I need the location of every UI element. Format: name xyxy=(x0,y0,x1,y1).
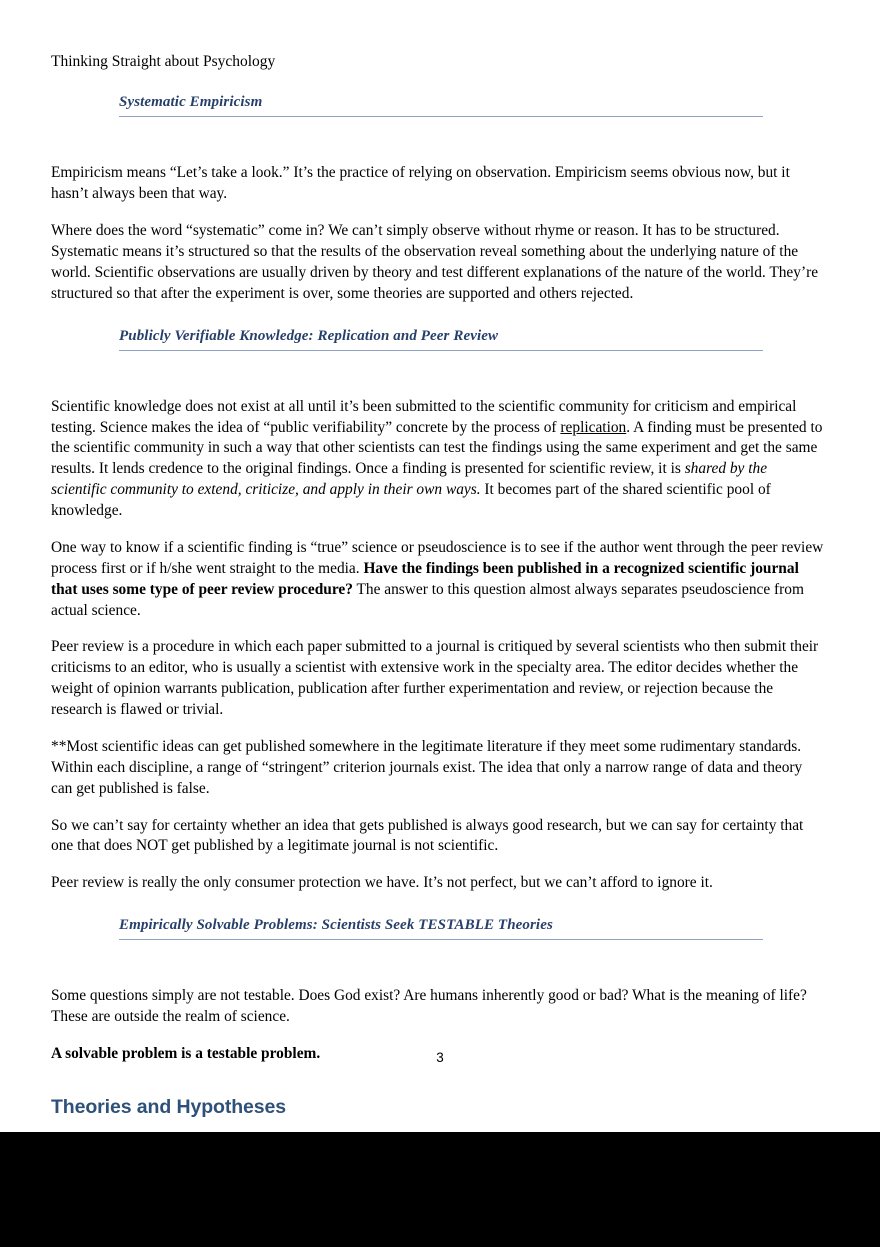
bold-statement-solvable-problem: A solvable problem is a testable problem. xyxy=(51,1044,321,1062)
spacer xyxy=(51,800,826,816)
paragraph-empiricism-means: Empiricism means “Let’s take a look.” It’s the practice of relying on observation. Empiricism seems obvious now, but it hasn’t always been that way. xyxy=(51,164,790,203)
heading-empirically-solvable-problems-text: Empirically Solvable Problems: Scientists Seek TESTABLE Theories xyxy=(119,917,553,934)
spacer xyxy=(51,205,826,221)
paragraph-some-questions-not-testable: Some questions simply are not testable. Does God exist? Are humans inherently good or bad? What is the meaning of life? These are outside the realm of science. xyxy=(51,987,807,1025)
running-head: Thinking Straight about Psychology xyxy=(51,53,276,70)
spacer xyxy=(51,1065,826,1095)
text-run: . A finding must be presented to the scientific community in such a way that other scientists can test the findings using the same experiment and get the same results. It lends credence to the original findings. Once a finding is presented for scientific review, it is xyxy=(51,418,823,478)
page-content xyxy=(51,52,826,1183)
spacer xyxy=(51,522,826,538)
paragraph-scientific-knowledge xyxy=(51,397,826,522)
paragraph-consumer-protection: Peer review is really the only consumer protection we have. It’s not perfect, but we can’t afford to ignore it. xyxy=(51,874,713,892)
heading-theories-and-hypotheses: Theories and Hypotheses xyxy=(51,1095,287,1118)
spacer xyxy=(51,721,826,737)
spacer xyxy=(51,117,826,163)
heading-systematic-empiricism xyxy=(119,93,763,117)
paragraph-most-scientific-ideas: **Most scientific ideas can get published somewhere in the legitimate literature if they meet some rudimentary standards. Within each discipline, a range of “stringent” criterion journals exist. The idea that only a narrow range of data and theory can get published is false. xyxy=(51,737,803,797)
paragraph-one-way-to-know xyxy=(51,538,826,622)
heading-empirically-solvable-problems xyxy=(119,916,763,940)
text-run: The answer to this question almost always separates pseudoscience from actual science. xyxy=(51,580,804,619)
page-number: 3 xyxy=(436,1050,444,1065)
bold-emphasis-peer-review-question: Have the findings been published in a recognized scientific journal that uses some type of peer review procedure? xyxy=(51,559,799,598)
paragraph-peer-review-procedure: Peer review is a procedure in which each paper submitted to a journal is critiqued by several scientists who then submit their criticisms to an editor, who is usually a scientist with extensive work in the specialty area. The editor decides whether the weight of opinion warrants publication, publication after further experimentation and review, or rejection because the research is flawed or trivial. xyxy=(51,638,819,718)
paragraph-where-does-systematic: Where does the word “systematic” come in? We can’t simply observe without rhyme or reason. It has to be structured. Systematic means it’s structured so that the results of the observation reveal something about the underlying nature of the world. Scientific observations are usually driven by theory and test different explanations of the nature of the world. They’re structured so that after the experiment is over, some theories are supported and others rejected. xyxy=(51,222,819,302)
italic-emphasis-shared-by-community: shared by the scientific community to extend, criticize, and apply in their own ways. xyxy=(51,460,768,499)
heading-publicly-verifiable-knowledge xyxy=(119,327,763,351)
text-run: One way to know if a scientific finding is “true” science or pseudoscience is to see if the author went through the peer review process first or if h/she went straight to the media. xyxy=(51,538,824,577)
spacer xyxy=(51,351,826,397)
spacer xyxy=(51,940,826,986)
paragraph-cannot-say-for-certainty: So we can’t say for certainty whether an idea that gets published is always good research, but we can say for certainty that one that does NOT get published by a legitimate journal is not scientific. xyxy=(51,816,804,855)
spacer xyxy=(51,1028,826,1044)
text-run: It becomes part of the shared scientific pool of knowledge. xyxy=(51,481,771,519)
heading-systematic-empiricism-text: Systematic Empiricism xyxy=(119,94,263,111)
heading-publicly-verifiable-knowledge-text: Publicly Verifiable Knowledge: Replication and Peer Review xyxy=(119,327,499,344)
spacer xyxy=(51,621,826,637)
spacer xyxy=(51,857,826,873)
bottom-black-bar xyxy=(0,1132,880,1247)
replication-underlined-term: replication xyxy=(560,418,627,436)
text-run: Scientific knowledge does not exist at all until it’s been submitted to the scientific community for criticism and empirical testing. Science makes the idea of “public verifiability” concrete by the process of xyxy=(51,397,797,436)
